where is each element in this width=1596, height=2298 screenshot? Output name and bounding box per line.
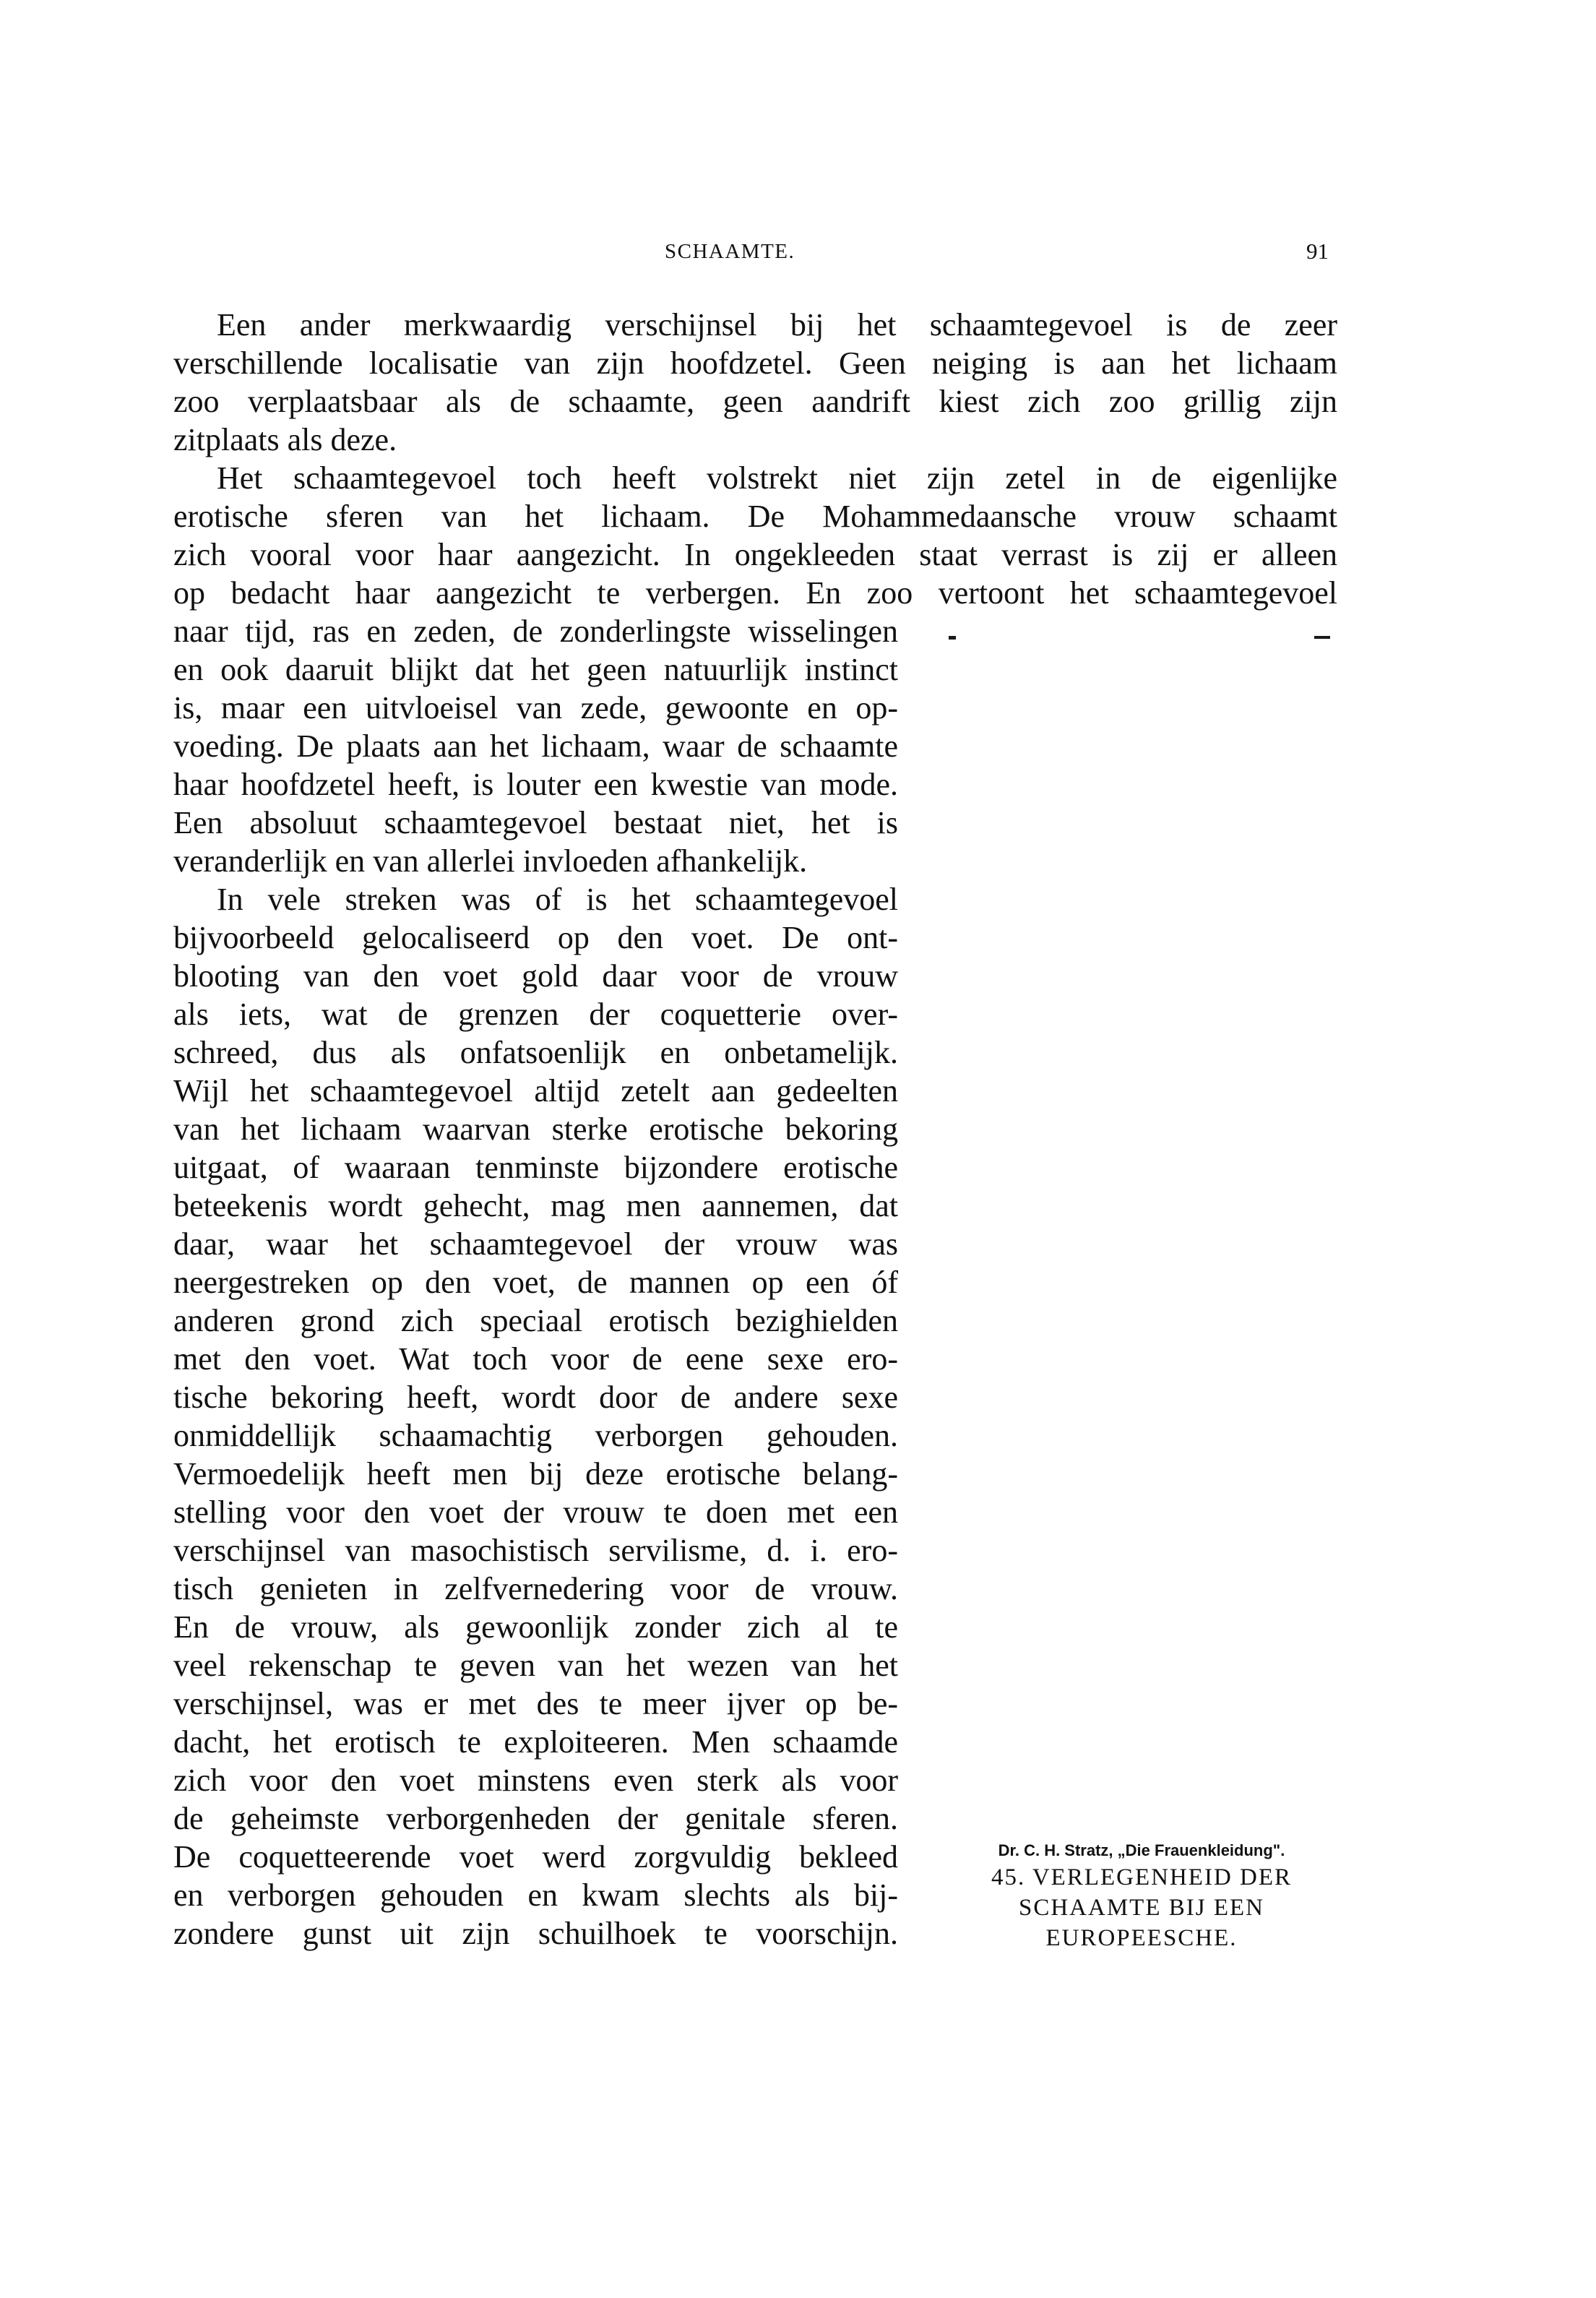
text-line: verschillende localisatie van zijn hoofdzetel. Geen neiging is aan het lichaam	[173, 345, 1337, 381]
text-line: tische bekoring heeft, wordt door de andere sexe	[173, 1380, 898, 1415]
text-line: Een absoluut schaamtegevoel bestaat niet, het is	[173, 805, 898, 840]
figure-caption-line: EUROPEESCHE.	[1045, 1925, 1238, 1951]
figure-credit: Dr. C. H. Stratz, „Die Frauenkleidung".	[998, 1841, 1285, 1859]
text-line: veranderlijk en van allerlei invloeden afhankelijk.	[173, 843, 808, 879]
text-line: tisch genieten in zelfvernedering voor de vrouw.	[173, 1571, 898, 1606]
text-line: naar tijd, ras en zeden, de zonderlingste wisselingen	[173, 614, 898, 649]
text-line: beteekenis wordt gehecht, mag men aannemen, dat	[173, 1188, 898, 1223]
text-line: met den voet. Wat toch voor de eene sexe ero-	[173, 1341, 898, 1377]
running-title: SCHAAMTE.	[665, 240, 795, 263]
figure-caption-line: SCHAAMTE BIJ EEN	[1018, 1895, 1264, 1921]
text-line: anderen grond zich speciaal erotisch bezighielden	[173, 1303, 898, 1338]
text-line: stelling voor den voet der vrouw te doen met een	[173, 1494, 898, 1530]
text-line: als iets, wat de grenzen der coquetterie over-	[173, 997, 898, 1032]
text-line: uitgaat, of waaraan tenminste bijzondere erotische	[173, 1150, 898, 1185]
text-line: Vermoedelijk heeft men bij deze erotische belang-	[173, 1456, 898, 1492]
text-line: Een ander merkwaardig verschijnsel bij het schaamtegevoel is de zeer	[217, 307, 1337, 343]
text-line: haar hoofdzetel heeft, is louter een kwestie van mode.	[173, 767, 898, 802]
figure-caption-line: 45. VERLEGENHEID DER	[991, 1864, 1293, 1890]
text-line: Het schaamtegevoel toch heeft volstrekt niet zijn zetel in de eigenlijke	[217, 460, 1337, 496]
text-line: dacht, het erotisch te exploiteeren. Men schaamde	[173, 1724, 898, 1760]
text-line: is, maar een uitvloeisel van zede, gewoonte en op-	[173, 690, 898, 726]
text-line: De coquetteerende voet werd zorgvuldig bekleed	[173, 1839, 898, 1875]
text-line: van het lichaam waarvan sterke erotische bekoring	[173, 1111, 898, 1147]
figure-corner-mark	[949, 636, 956, 640]
text-line: zich voor den voet minstens even sterk als voor	[173, 1763, 898, 1798]
text-line: bijvoorbeeld gelocaliseerd op den voet. De ont-	[173, 920, 898, 955]
figure-area	[932, 630, 1337, 1830]
text-line: verschijnsel, was er met des te meer ijver op be-	[173, 1686, 898, 1721]
text-line: zondere gunst uit zijn schuilhoek te voorschijn.	[173, 1916, 898, 1951]
text-line: zich vooral voor haar aangezicht. In ongekleeden staat verrast is zij er alleen	[173, 537, 1337, 572]
page-number: 91	[1306, 238, 1329, 264]
text-line: zitplaats als deze.	[173, 422, 397, 457]
text-line: In vele streken was of is het schaamtegevoel	[217, 882, 898, 917]
text-line: en ook daaruit blijkt dat het geen natuurlijk instinct	[173, 652, 898, 687]
text-line: neergestreken op den voet, de mannen op een óf	[173, 1265, 898, 1300]
text-line: zoo verplaatsbaar als de schaamte, geen aandrift kiest zich zoo grillig zijn	[173, 384, 1337, 419]
text-line: de geheimste verborgenheden der genitale sferen.	[173, 1801, 898, 1836]
text-line: en verborgen gehouden en kwam slechts als bij-	[173, 1877, 898, 1913]
text-line: voeding. De plaats aan het lichaam, waar de schaamte	[173, 728, 898, 764]
text-line: En de vrouw, als gewoonlijk zonder zich al te	[173, 1609, 898, 1645]
text-line: verschijnsel van masochistisch servilisme, d. i. ero-	[173, 1533, 898, 1568]
figure-corner-mark	[1314, 636, 1330, 639]
text-line: daar, waar het schaamtegevoel der vrouw was	[173, 1226, 898, 1262]
text-line: erotische sferen van het lichaam. De Mohammedaansche vrouw schaamt	[173, 499, 1337, 534]
text-line: schreed, dus als onfatsoenlijk en onbetamelijk.	[173, 1035, 898, 1070]
text-line: Wijl het schaamtegevoel altijd zetelt aan gedeelten	[173, 1073, 898, 1109]
text-line: onmiddellijk schaamachtig verborgen gehouden.	[173, 1418, 898, 1453]
text-line: blooting van den voet gold daar voor de vrouw	[173, 958, 898, 994]
text-line: op bedacht haar aangezicht te verbergen. En zoo vertoont het schaamtegevoel	[173, 575, 1337, 611]
text-line: veel rekenschap te geven van het wezen van het	[173, 1648, 898, 1683]
